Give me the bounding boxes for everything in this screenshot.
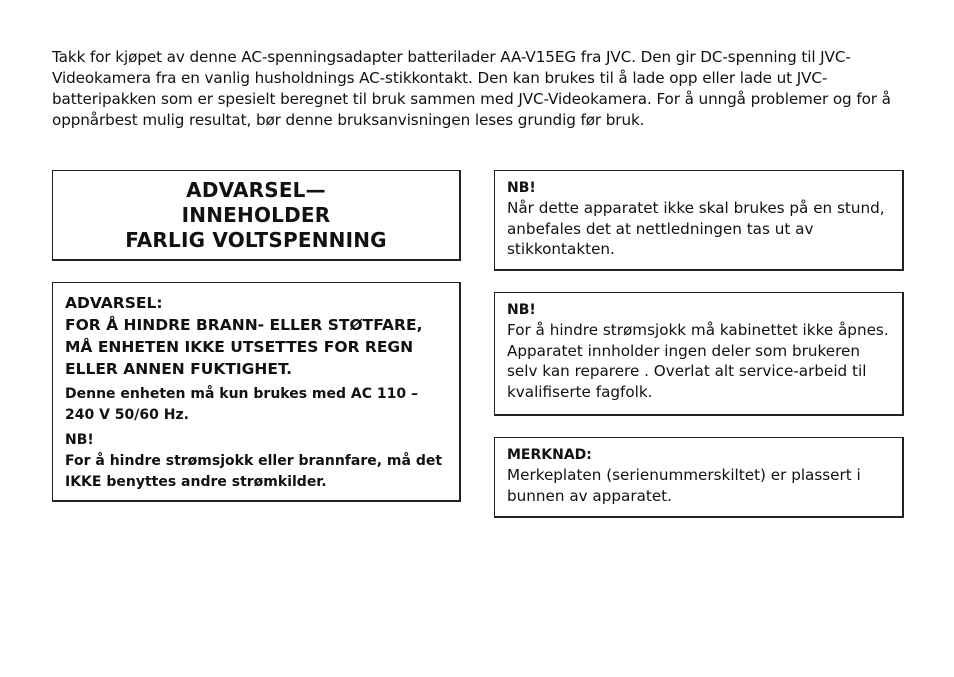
note-label: NB! (507, 180, 536, 196)
warning-title-box (52, 170, 461, 261)
warning-title-line-3: FARLIG VOLTSPENNING (125, 227, 387, 252)
note-box-power-cord (494, 170, 904, 271)
voltage-text: Denne enheten må kun brukes med AC 110 – 240 V 50/60 Hz. (65, 386, 418, 423)
warning-box (52, 282, 461, 502)
note-text: Når dette apparatet ikke skal brukes på en stund, anbefales det at nettledningen tas ut av stikkontakten. (507, 199, 885, 258)
intro-paragraph (52, 47, 912, 131)
warning-title-line-2: INNEHOLDER (181, 202, 331, 227)
warning-title-line-1: ADVARSEL— (186, 177, 326, 202)
warning-nb-text: For å hindre strømsjokk eller brannfare, må det IKKE benyttes andre strømkilder. (65, 453, 443, 490)
note-label: NB! (507, 302, 536, 318)
warning-heading-text: FOR Å HINDRE BRANN- ELLER STØTFARE, MÅ ENHETEN IKKE UTSETTES FOR REGN ELLER ANNEN FUKTIGHET. (65, 316, 423, 378)
note-text: Merkeplaten (serienummerskiltet) er plassert i bunnen av apparatet. (507, 466, 861, 505)
warning-nb-label: NB! (65, 432, 94, 448)
note-box-rating-plate (494, 437, 904, 518)
note-text: For å hindre strømsjokk må kabinettet ikke åpnes. Apparatet innholder ingen deler som brukeren selv kan reparere . Overlat alt service-arbeid til kvalifiserte fagfolk. (507, 321, 889, 401)
warning-heading: ADVARSEL: (65, 294, 163, 312)
intro-text: Takk for kjøpet av denne AC-spenningsadapter batterilader AA-V15EG fra JVC. Den gir DC-spenning til JVC-Videokamera fra en vanlig husholdnings AC-stikkontakt. Den kan brukes til å lade opp eller lade ut JVC-batteripakken som er spesielt beregnet til bruk sammen med JVC-Videokamera. For å unngå problemer og for å oppnårbest mulig resultat, bør denne bruksanvisningen leses grundig før bruk. (52, 48, 891, 129)
note-label: MERKNAD: (507, 447, 592, 463)
note-box-cabinet (494, 292, 904, 416)
